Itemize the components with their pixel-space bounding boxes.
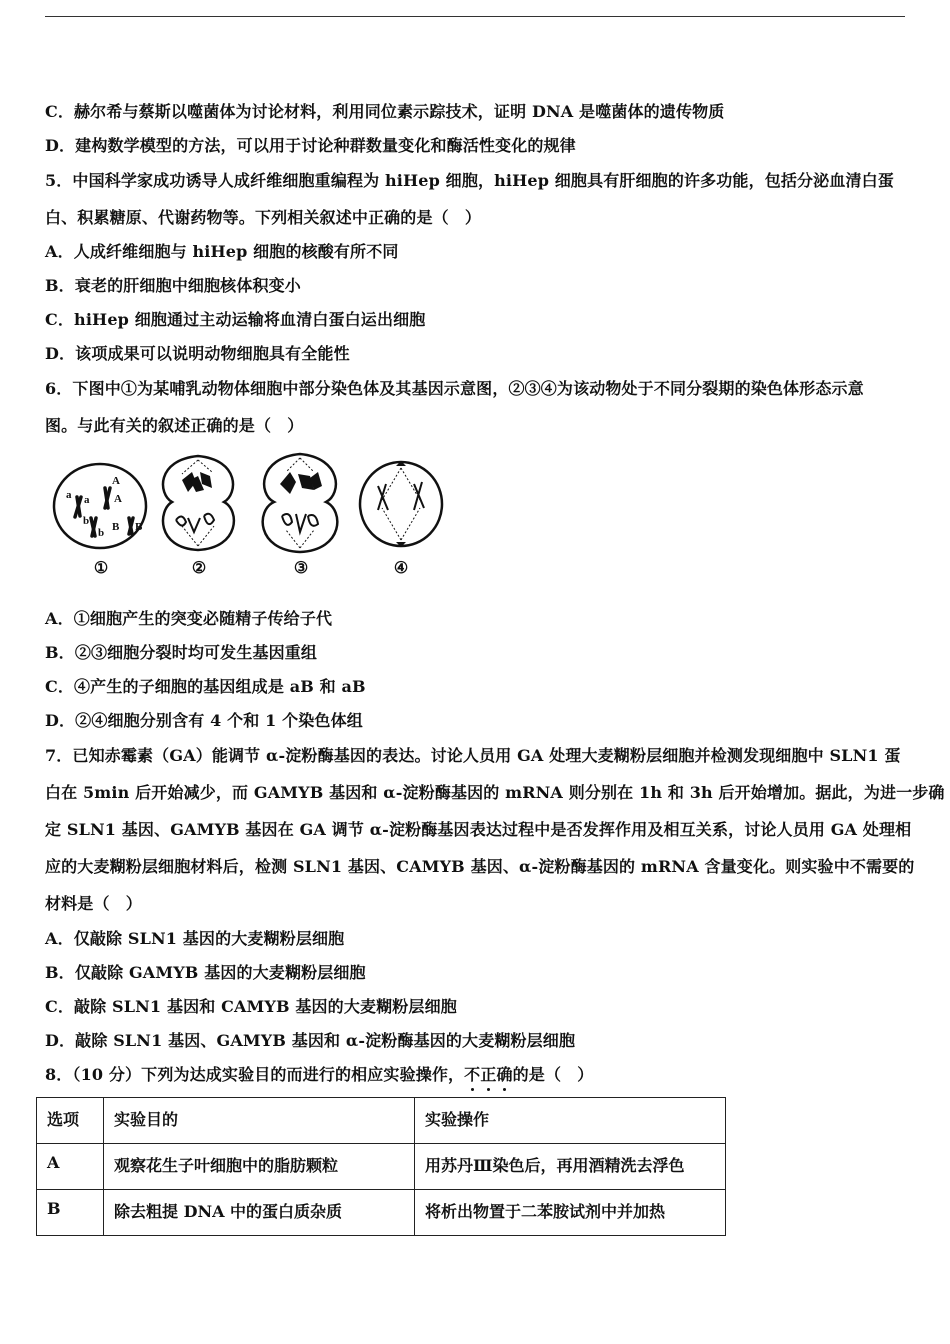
table-cell: 用苏丹Ⅲ染色后，再用酒精洗去浮色 <box>415 1144 726 1190</box>
cell-3-diagram <box>252 450 348 554</box>
table-header-cell: 实验目的 <box>104 1098 415 1144</box>
q8-stem-prefix: 8．（10 分）下列为达成实验目的而进行的相应实验操作， <box>45 1065 465 1084</box>
emphasis-char: 确 <box>496 1065 513 1084</box>
q7-stem-line3: 定 SLN1 基因、GAMYB 基因在 GA 调节 α-淀粉酶基因表达过程中是否发挥作用及相互关系，讨论人员用 GA 处理相 <box>45 820 912 839</box>
q6-stem-line2: 图。与此有关的叙述正确的是（ ） <box>45 416 304 435</box>
table-header-cell: 实验操作 <box>415 1098 726 1144</box>
emphasis-char: 不 <box>464 1065 481 1084</box>
figure-label-1: ① <box>93 558 109 577</box>
table-cell: A <box>37 1144 104 1190</box>
q6-stem-line1: 6．下图中①为某哺乳动物体细胞中部分染色体及其基因示意图，②③④为该动物处于不同分裂期的染色体形态示意 <box>45 379 864 398</box>
q5-option-a: A．人成纤维细胞与 hiHep 细胞的核酸有所不同 <box>45 242 399 261</box>
cell-division-figure <box>48 450 448 582</box>
q6-option-c: C．④产生的子细胞的基因组成是 aB 和 aB <box>45 677 366 696</box>
q5-stem-line2: 白、积累糖原、代谢药物等。下列相关叙述中正确的是（ ） <box>45 208 482 227</box>
q4-option-d: D．建构数学模型的方法，可以用于讨论种群数量变化和酶活性变化的规律 <box>45 136 576 155</box>
table-cell: 将析出物置于二苯胺试剂中并加热 <box>415 1190 726 1236</box>
q8-emphasis <box>464 1065 512 1084</box>
cell-2-diagram <box>152 450 244 554</box>
gene-label: b <box>83 515 90 527</box>
gene-label: B <box>135 521 143 533</box>
table-header-cell: 选项 <box>37 1098 104 1144</box>
q6-option-b: B．②③细胞分裂时均可发生基因重组 <box>45 643 318 662</box>
q7-option-c: C．敲除 SLN1 基因和 CAMYB 基因的大麦糊粉层细胞 <box>45 997 457 1016</box>
q7-option-a: A．仅敲除 SLN1 基因的大麦糊粉层细胞 <box>45 929 345 948</box>
q8-stem-suffix: 的是（ ） <box>512 1065 594 1084</box>
header-rule <box>45 16 905 17</box>
gene-label: b <box>98 527 105 539</box>
q5-option-c: C．hiHep 细胞通过主动运输将血清白蛋白运出细胞 <box>45 310 426 329</box>
q7-stem-line5: 材料是（ ） <box>45 894 142 913</box>
q5-stem-line1: 5．中国科学家成功诱导人成纤维细胞重编程为 hiHep 细胞，hiHep 细胞具有肝细胞的许多功能，包括分泌血清白蛋 <box>45 171 894 190</box>
gene-label: a <box>66 489 72 501</box>
q7-option-b: B．仅敲除 GAMYB 基因的大麦糊粉层细胞 <box>45 963 366 982</box>
experiment-table <box>36 1097 726 1236</box>
q6-option-d: D．②④细胞分别含有 4 个和 1 个染色体组 <box>45 711 363 730</box>
table-row <box>37 1144 726 1190</box>
gene-label: B <box>112 521 120 533</box>
q4-option-c: C．赫尔希与蔡斯以噬菌体为讨论材料，利用同位素示踪技术，证明 DNA 是噬菌体的遗传物质 <box>45 102 725 121</box>
table-row <box>37 1190 726 1236</box>
q5-option-d: D．该项成果可以说明动物细胞具有全能性 <box>45 344 350 363</box>
gene-label: A <box>112 475 120 487</box>
q5-option-b: B．衰老的肝细胞中细胞核体积变小 <box>45 276 301 295</box>
figure-label-4: ④ <box>393 558 409 577</box>
q7-option-d: D．敲除 SLN1 基因、GAMYB 基因和 α-淀粉酶基因的大麦糊粉层细胞 <box>45 1031 576 1050</box>
q7-stem-line1: 7．已知赤霉素（GA）能调节 α-淀粉酶基因的表达。讨论人员用 GA 处理大麦糊粉层细胞并检测发现细胞中 SLN1 蛋 <box>45 746 901 765</box>
cell-4-diagram <box>356 450 446 554</box>
table-header-row <box>37 1098 726 1144</box>
q7-stem-line4: 应的大麦糊粉层细胞材料后，检测 SLN1 基因、CAMYB 基因、α-淀粉酶基因的 mRNA 含量变化。则实验中不需要的 <box>45 857 915 876</box>
table-cell: 除去粗提 DNA 中的蛋白质杂质 <box>104 1190 415 1236</box>
cell-1-diagram <box>50 450 150 554</box>
q6-option-a: A．①细胞产生的突变必随精子传给子代 <box>45 609 333 628</box>
gene-label: a <box>84 494 90 506</box>
gene-label: A <box>114 493 122 505</box>
emphasis-char: 正 <box>480 1065 497 1084</box>
figure-label-2: ② <box>191 558 207 577</box>
q7-stem-line2: 白在 5min 后开始减少，而 GAMYB 基因和 α-淀粉酶基因的 mRNA 则分别在 1h 和 3h 后开始增加。据此，为进一步确 <box>45 783 945 802</box>
q8-stem <box>45 1064 907 1086</box>
table-cell: B <box>37 1190 104 1236</box>
table-cell: 观察花生子叶细胞中的脂肪颗粒 <box>104 1144 415 1190</box>
figure-label-3: ③ <box>293 558 309 577</box>
